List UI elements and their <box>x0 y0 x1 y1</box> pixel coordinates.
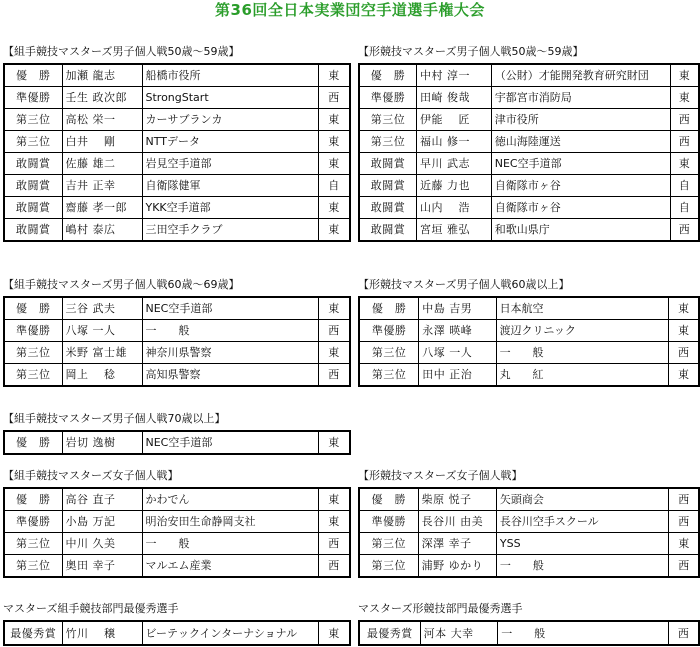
org-cell: 神奈川県警察 <box>142 342 318 364</box>
table-row <box>359 109 699 131</box>
name-cell: 米野 富士雄 <box>62 342 142 364</box>
region-cell: 東 <box>318 297 350 320</box>
region-cell: 西 <box>318 320 350 342</box>
award-cell: 敢闘賞 <box>359 197 416 219</box>
table-row <box>4 533 350 555</box>
award-cell: 第三位 <box>4 131 62 153</box>
region-cell: 東 <box>669 533 699 555</box>
section-heading: 【形競技マスターズ女子個人戦】 <box>358 469 523 482</box>
award-cell: 優 勝 <box>359 488 418 511</box>
name-cell: 竹川 穣 <box>62 621 142 645</box>
section-heading: マスターズ組手競技部門最優秀選手 <box>3 602 179 615</box>
region-cell: 西 <box>670 109 699 131</box>
award-cell: 第三位 <box>359 555 418 578</box>
table-row <box>4 87 350 109</box>
table-row <box>4 488 350 511</box>
award-cell: 第三位 <box>359 131 416 153</box>
award-cell: 最優秀賞 <box>4 621 62 645</box>
org-cell: 自衛隊健軍 <box>142 175 318 197</box>
name-cell: 壬生 政次郎 <box>62 87 142 109</box>
results-table <box>358 620 700 646</box>
award-cell: 優 勝 <box>4 297 62 320</box>
name-cell: 柴原 悦子 <box>418 488 496 511</box>
org-cell: 徳山海陸運送 <box>491 131 670 153</box>
section-heading: マスターズ形競技部門最優秀選手 <box>358 602 523 615</box>
org-cell: 自衛隊市ヶ谷 <box>491 197 670 219</box>
name-cell: 佐藤 雄二 <box>62 153 142 175</box>
org-cell: NEC空手道部 <box>491 153 670 175</box>
results-table <box>3 487 351 578</box>
region-cell: 東 <box>318 511 350 533</box>
org-cell: 長谷川空手スクール <box>496 511 669 533</box>
table-row <box>359 197 699 219</box>
org-cell: 高知県警察 <box>142 364 318 387</box>
name-cell: 高松 栄一 <box>62 109 142 131</box>
section-heading: 【形競技マスターズ男子個人戦50歳～59歳】 <box>358 45 584 58</box>
table-row <box>4 555 350 578</box>
award-cell: 敢闘賞 <box>4 153 62 175</box>
org-cell: ビーテックインターナショナル <box>142 621 318 645</box>
org-cell: NEC空手道部 <box>142 297 318 320</box>
region-cell: 西 <box>670 131 699 153</box>
award-cell: 準優勝 <box>359 320 419 342</box>
award-cell: 最優秀賞 <box>359 621 420 645</box>
region-cell: 東 <box>669 320 699 342</box>
name-cell: 中島 吉男 <box>419 297 496 320</box>
name-cell: 永澤 暎峰 <box>419 320 496 342</box>
award-cell: 敢闘賞 <box>4 219 62 242</box>
table-row <box>4 64 350 87</box>
award-cell: 敢闘賞 <box>359 219 416 242</box>
name-cell: 早川 武志 <box>416 153 491 175</box>
region-cell: 東 <box>318 621 350 645</box>
name-cell: 嶋村 泰広 <box>62 219 142 242</box>
region-cell: 自 <box>670 197 699 219</box>
org-cell: NEC空手道部 <box>142 431 318 454</box>
table-row <box>4 511 350 533</box>
region-cell: 西 <box>318 533 350 555</box>
award-cell: 準優勝 <box>4 511 62 533</box>
region-cell: 西 <box>669 342 699 364</box>
award-cell: 準優勝 <box>4 320 62 342</box>
region-cell: 西 <box>669 511 699 533</box>
region-cell: 東 <box>318 64 350 87</box>
award-cell: 準優勝 <box>4 87 62 109</box>
table-row <box>4 320 350 342</box>
region-cell: 東 <box>318 153 350 175</box>
award-cell: 優 勝 <box>359 64 416 87</box>
name-cell: 八塚 一人 <box>419 342 496 364</box>
table-row <box>4 197 350 219</box>
award-cell: 第三位 <box>4 342 62 364</box>
table-row <box>4 342 350 364</box>
org-cell: 一 般 <box>142 533 318 555</box>
table-row <box>359 555 699 578</box>
org-cell: 宇都宮市消防局 <box>491 87 670 109</box>
section-kumite-men-60-69 <box>3 277 351 387</box>
table-row <box>359 533 699 555</box>
region-cell: 自 <box>318 175 350 197</box>
table-row <box>359 131 699 153</box>
table-row <box>359 219 699 242</box>
results-table <box>3 296 351 387</box>
name-cell: 福山 修一 <box>416 131 491 153</box>
award-cell: 第三位 <box>359 109 416 131</box>
table-row <box>4 175 350 197</box>
name-cell: 中川 久美 <box>62 533 142 555</box>
award-cell: 敢闘賞 <box>4 197 62 219</box>
org-cell: 一 般 <box>498 621 669 645</box>
region-cell: 東 <box>318 219 350 242</box>
section-kata-men-50-59 <box>358 44 700 242</box>
org-cell: かわでん <box>142 488 318 511</box>
org-cell: StrongStart <box>142 87 318 109</box>
region-cell: 西 <box>318 555 350 578</box>
award-cell: 優 勝 <box>359 297 419 320</box>
section-heading: 【組手競技マスターズ男子個人戦50歳～59歳】 <box>3 45 240 58</box>
org-cell: 一 般 <box>496 342 668 364</box>
region-cell: 自 <box>670 175 699 197</box>
org-cell: 岩見空手道部 <box>142 153 318 175</box>
name-cell: 齋藤 孝一郎 <box>62 197 142 219</box>
award-cell: 第三位 <box>4 364 62 387</box>
award-cell: 第三位 <box>4 109 62 131</box>
region-cell: 東 <box>669 364 699 387</box>
name-cell: 田中 正治 <box>419 364 496 387</box>
name-cell: 小島 万記 <box>62 511 142 533</box>
region-cell: 西 <box>669 555 699 578</box>
name-cell: 岩切 逸樹 <box>62 431 142 454</box>
region-cell: 東 <box>670 64 699 87</box>
award-cell: 第三位 <box>4 533 62 555</box>
org-cell: 三田空手クラブ <box>142 219 318 242</box>
org-cell: 津市役所 <box>491 109 670 131</box>
section-kata-women <box>358 468 700 578</box>
section-kata-mvp <box>358 601 700 646</box>
region-cell: 西 <box>668 621 699 645</box>
award-cell: 準優勝 <box>359 511 418 533</box>
award-cell: 準優勝 <box>359 87 416 109</box>
org-cell: 丸 紅 <box>496 364 668 387</box>
table-row <box>359 488 699 511</box>
name-cell: 三谷 武夫 <box>62 297 142 320</box>
org-cell: 矢頭商会 <box>496 488 669 511</box>
org-cell: 渡辺クリニック <box>496 320 668 342</box>
section-kumite-men-70-plus <box>3 411 351 455</box>
award-cell: 敢闘賞 <box>359 175 416 197</box>
table-row <box>359 511 699 533</box>
table-row <box>4 431 350 454</box>
award-cell: 敢闘賞 <box>4 175 62 197</box>
name-cell: 近藤 力也 <box>416 175 491 197</box>
results-table <box>358 296 700 387</box>
table-row <box>4 219 350 242</box>
org-cell: 一 般 <box>496 555 669 578</box>
name-cell: 中村 淳一 <box>416 64 491 87</box>
section-heading: 【組手競技マスターズ男子個人戦60歳～69歳】 <box>3 278 240 291</box>
results-table <box>3 430 351 455</box>
org-cell: 明治安田生命静岡支社 <box>142 511 318 533</box>
region-cell: 西 <box>318 87 350 109</box>
award-cell: 第三位 <box>359 533 418 555</box>
table-row <box>4 131 350 153</box>
table-row <box>359 342 699 364</box>
org-cell: 船橋市役所 <box>142 64 318 87</box>
table-row <box>4 109 350 131</box>
region-cell: 東 <box>670 153 699 175</box>
section-kumite-women <box>3 468 351 578</box>
region-cell: 西 <box>669 488 699 511</box>
name-cell: 奥田 幸子 <box>62 555 142 578</box>
results-table <box>358 487 700 578</box>
section-kumite-men-50-59 <box>3 44 351 242</box>
table-row <box>4 621 350 645</box>
award-cell: 優 勝 <box>4 64 62 87</box>
name-cell: 加瀬 龍志 <box>62 64 142 87</box>
region-cell: 東 <box>318 342 350 364</box>
table-row <box>359 320 699 342</box>
page-title: 第36回全日本実業団空手道選手権大会 <box>215 1 485 19</box>
table-row <box>359 621 699 645</box>
name-cell: 岡上 稔 <box>62 364 142 387</box>
table-row <box>4 153 350 175</box>
region-cell: 東 <box>318 131 350 153</box>
org-cell: カーサブランカ <box>142 109 318 131</box>
results-table <box>3 620 351 646</box>
results-table <box>3 63 351 242</box>
table-row <box>359 153 699 175</box>
region-cell: 東 <box>318 109 350 131</box>
results-table <box>358 63 700 242</box>
table-row <box>4 297 350 320</box>
table-row <box>359 175 699 197</box>
award-cell: 第三位 <box>4 555 62 578</box>
award-cell: 第三位 <box>359 342 419 364</box>
name-cell: 伊能 匠 <box>416 109 491 131</box>
award-cell: 第三位 <box>359 364 419 387</box>
award-cell: 優 勝 <box>4 431 62 454</box>
award-cell: 優 勝 <box>4 488 62 511</box>
region-cell: 東 <box>670 87 699 109</box>
name-cell: 八塚 一人 <box>62 320 142 342</box>
section-heading: 【形競技マスターズ男子個人戦60歳以上】 <box>358 278 570 291</box>
org-cell: 自衛隊市ヶ谷 <box>491 175 670 197</box>
name-cell: 吉井 正幸 <box>62 175 142 197</box>
name-cell: 浦野 ゆかり <box>418 555 496 578</box>
table-row <box>359 364 699 387</box>
table-row <box>359 297 699 320</box>
table-row <box>359 64 699 87</box>
name-cell: 白井 剛 <box>62 131 142 153</box>
name-cell: 宮垣 雅弘 <box>416 219 491 242</box>
org-cell: YKK空手道部 <box>142 197 318 219</box>
region-cell: 東 <box>318 197 350 219</box>
region-cell: 西 <box>318 364 350 387</box>
award-cell: 敢闘賞 <box>359 153 416 175</box>
region-cell: 西 <box>670 219 699 242</box>
name-cell: 田崎 俊哉 <box>416 87 491 109</box>
org-cell: 一 般 <box>142 320 318 342</box>
region-cell: 東 <box>318 431 350 454</box>
region-cell: 東 <box>669 297 699 320</box>
name-cell: 深澤 幸子 <box>418 533 496 555</box>
section-heading: 【組手競技マスターズ女子個人戦】 <box>3 469 179 482</box>
org-cell: （公財）才能開発教育研究財団 <box>491 64 670 87</box>
org-cell: YSS <box>496 533 669 555</box>
org-cell: NTTデータ <box>142 131 318 153</box>
name-cell: 高谷 直子 <box>62 488 142 511</box>
section-kata-men-60-plus <box>358 277 700 387</box>
name-cell: 山内 浩 <box>416 197 491 219</box>
name-cell: 長谷川 由美 <box>418 511 496 533</box>
org-cell: マルエム産業 <box>142 555 318 578</box>
region-cell: 東 <box>318 488 350 511</box>
name-cell: 河本 大幸 <box>420 621 498 645</box>
section-heading: 【組手競技マスターズ男子個人戦70歳以上】 <box>3 412 226 425</box>
section-kumite-mvp <box>3 601 351 646</box>
org-cell: 日本航空 <box>496 297 668 320</box>
org-cell: 和歌山県庁 <box>491 219 670 242</box>
table-row <box>359 87 699 109</box>
table-row <box>4 364 350 387</box>
